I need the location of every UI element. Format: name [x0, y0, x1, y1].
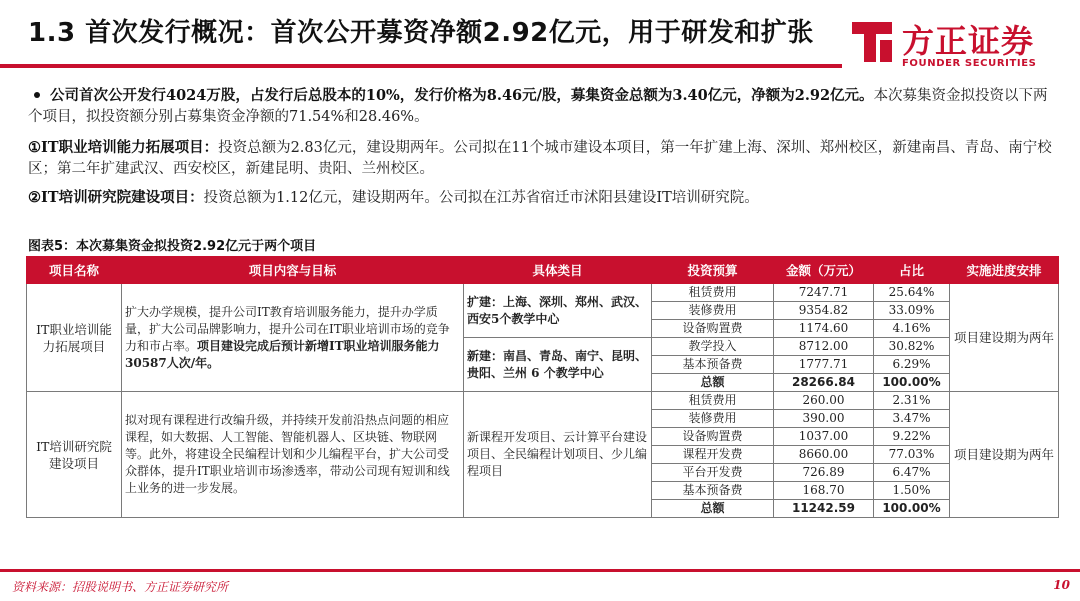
budget-amount: 1037.00	[774, 428, 874, 446]
intro-p3-rest: 投资总额为1.12亿元，建设期两年。公司拟在江苏省宿迁市沭阳县建设IT培训研究院。	[203, 190, 759, 206]
budget-share: 77.03%	[874, 446, 950, 464]
bullet-icon	[34, 92, 40, 98]
header-category: 具体类目	[464, 257, 652, 284]
intro-p2-bold: ①IT职业培训能力拓展项目：	[28, 139, 219, 156]
intro-p1-rest: 本次募集资金拟投资以下两个项目，拟投资额分别占募集资金净额的71.54%和28.46%。	[28, 88, 1048, 125]
total-amount: 11242.59	[774, 500, 874, 518]
budget-item: 平台开发费	[652, 464, 774, 482]
header-schedule: 实施进度安排	[950, 257, 1059, 284]
header-content: 项目内容与目标	[122, 257, 464, 284]
budget-share: 25.64%	[874, 284, 950, 302]
header-amount: 金额（万元）	[774, 257, 874, 284]
logo-text-en: FOUNDER SECURITIES	[902, 58, 1037, 69]
total-label: 总额	[652, 374, 774, 392]
budget-item: 装修费用	[652, 302, 774, 320]
table-header-row	[27, 257, 1059, 284]
budget-item: 装修费用	[652, 410, 774, 428]
budget-share: 3.47%	[874, 410, 950, 428]
budget-item: 课程开发费	[652, 446, 774, 464]
project1-category-expand: 扩建：上海、深圳、郑州、武汉、西安5个教学中心	[464, 284, 652, 338]
budget-item: 基本预备费	[652, 482, 774, 500]
company-logo	[850, 18, 1050, 70]
project2-category: 新课程开发项目、云计算平台建设项目、全民编程计划项目、少儿编程项目	[464, 392, 652, 518]
project2-description: 拟对现有课程进行改编升级，并持续开发前沿热点问题的相应课程，如大数据、人工智能、智能机器人、区块链、物联网等。此外，将建设全民编程计划和少儿编程平台，扩大公司受众群体，提升IT职业培训市场渗透率，带动公司现有短训和线上业务的进一步发展。	[122, 392, 464, 518]
footer-divider	[0, 569, 1080, 572]
intro-paragraph-1	[28, 85, 1058, 128]
budget-share: 6.29%	[874, 356, 950, 374]
budget-amount: 1777.71	[774, 356, 874, 374]
budget-amount: 390.00	[774, 410, 874, 428]
page-number: 10	[1053, 578, 1070, 592]
budget-amount: 9354.82	[774, 302, 874, 320]
investment-table	[26, 256, 1059, 518]
budget-item: 租赁费用	[652, 284, 774, 302]
table-caption: 图表5：本次募集资金拟投资2.92亿元于两个项目	[28, 239, 317, 254]
budget-amount: 168.70	[774, 482, 874, 500]
project2-name: IT培训研究院建设项目	[27, 392, 122, 518]
founder-logo-icon	[850, 20, 894, 64]
logo-text-cn: 方正证券	[902, 22, 1035, 60]
budget-share: 30.82%	[874, 338, 950, 356]
source-note: 资料来源：招股说明书、方正证券研究所	[12, 580, 229, 594]
budget-amount: 8660.00	[774, 446, 874, 464]
project1-description	[122, 284, 464, 392]
budget-item: 教学投入	[652, 338, 774, 356]
budget-share: 33.09%	[874, 302, 950, 320]
budget-share: 2.31%	[874, 392, 950, 410]
table-row	[27, 392, 1059, 410]
intro-p1-bold: 公司首次公开发行4024万股，占发行后总股本的10%，发行价格为8.46元/股，募集资金总额为3.40亿元，净额为2.92亿元。	[50, 87, 874, 104]
budget-item: 设备购置费	[652, 428, 774, 446]
budget-amount: 7247.71	[774, 284, 874, 302]
project1-desc-bold: 项目建设完成后预计新增IT职业培训服务能力30587人次/年。	[125, 338, 440, 370]
total-label: 总额	[652, 500, 774, 518]
budget-item: 租赁费用	[652, 392, 774, 410]
project1-name: IT职业培训能力拓展项目	[27, 284, 122, 392]
budget-amount: 8712.00	[774, 338, 874, 356]
intro-paragraph-2	[28, 137, 1058, 180]
project2-schedule: 项目建设期为两年	[950, 392, 1059, 518]
header-budget: 投资预算	[652, 257, 774, 284]
budget-amount: 1174.60	[774, 320, 874, 338]
total-amount: 28266.84	[774, 374, 874, 392]
total-share: 100.00%	[874, 500, 950, 518]
header-share: 占比	[874, 257, 950, 284]
intro-p3-bold: ②IT培训研究院建设项目：	[28, 189, 204, 206]
budget-amount: 726.89	[774, 464, 874, 482]
budget-item: 设备购置费	[652, 320, 774, 338]
project1-category-new: 新建：南昌、青岛、南宁、昆明、贵阳、兰州 6 个教学中心	[464, 338, 652, 392]
title-divider	[0, 64, 842, 68]
table-row	[27, 284, 1059, 302]
budget-amount: 260.00	[774, 392, 874, 410]
total-share: 100.00%	[874, 374, 950, 392]
project1-schedule: 项目建设期为两年	[950, 284, 1059, 392]
project1-desc-text: 扩大办学规模，提升公司IT教育培训服务能力，提升办学质量，扩大公司品牌影响力，提升公司在IT职业培训市场的竞争力和市占率。	[125, 304, 450, 353]
budget-item: 基本预备费	[652, 356, 774, 374]
budget-share: 6.47%	[874, 464, 950, 482]
budget-share: 9.22%	[874, 428, 950, 446]
intro-p2-rest: 投资总额为2.83亿元，建设期两年。公司拟在11个城市建设本项目，第一年扩建上海、深圳、郑州校区，新建南昌、青岛、南宁校区；第二年扩建武汉、西安校区，新建昆明、贵阳、兰州校区。	[28, 140, 1052, 177]
budget-share: 1.50%	[874, 482, 950, 500]
page-title: 1.3 首次发行概况：首次公开募资净额2.92亿元，用于研发和扩张	[28, 18, 814, 48]
intro-paragraph-3	[28, 187, 1058, 209]
budget-share: 4.16%	[874, 320, 950, 338]
header-project-name: 项目名称	[27, 257, 122, 284]
